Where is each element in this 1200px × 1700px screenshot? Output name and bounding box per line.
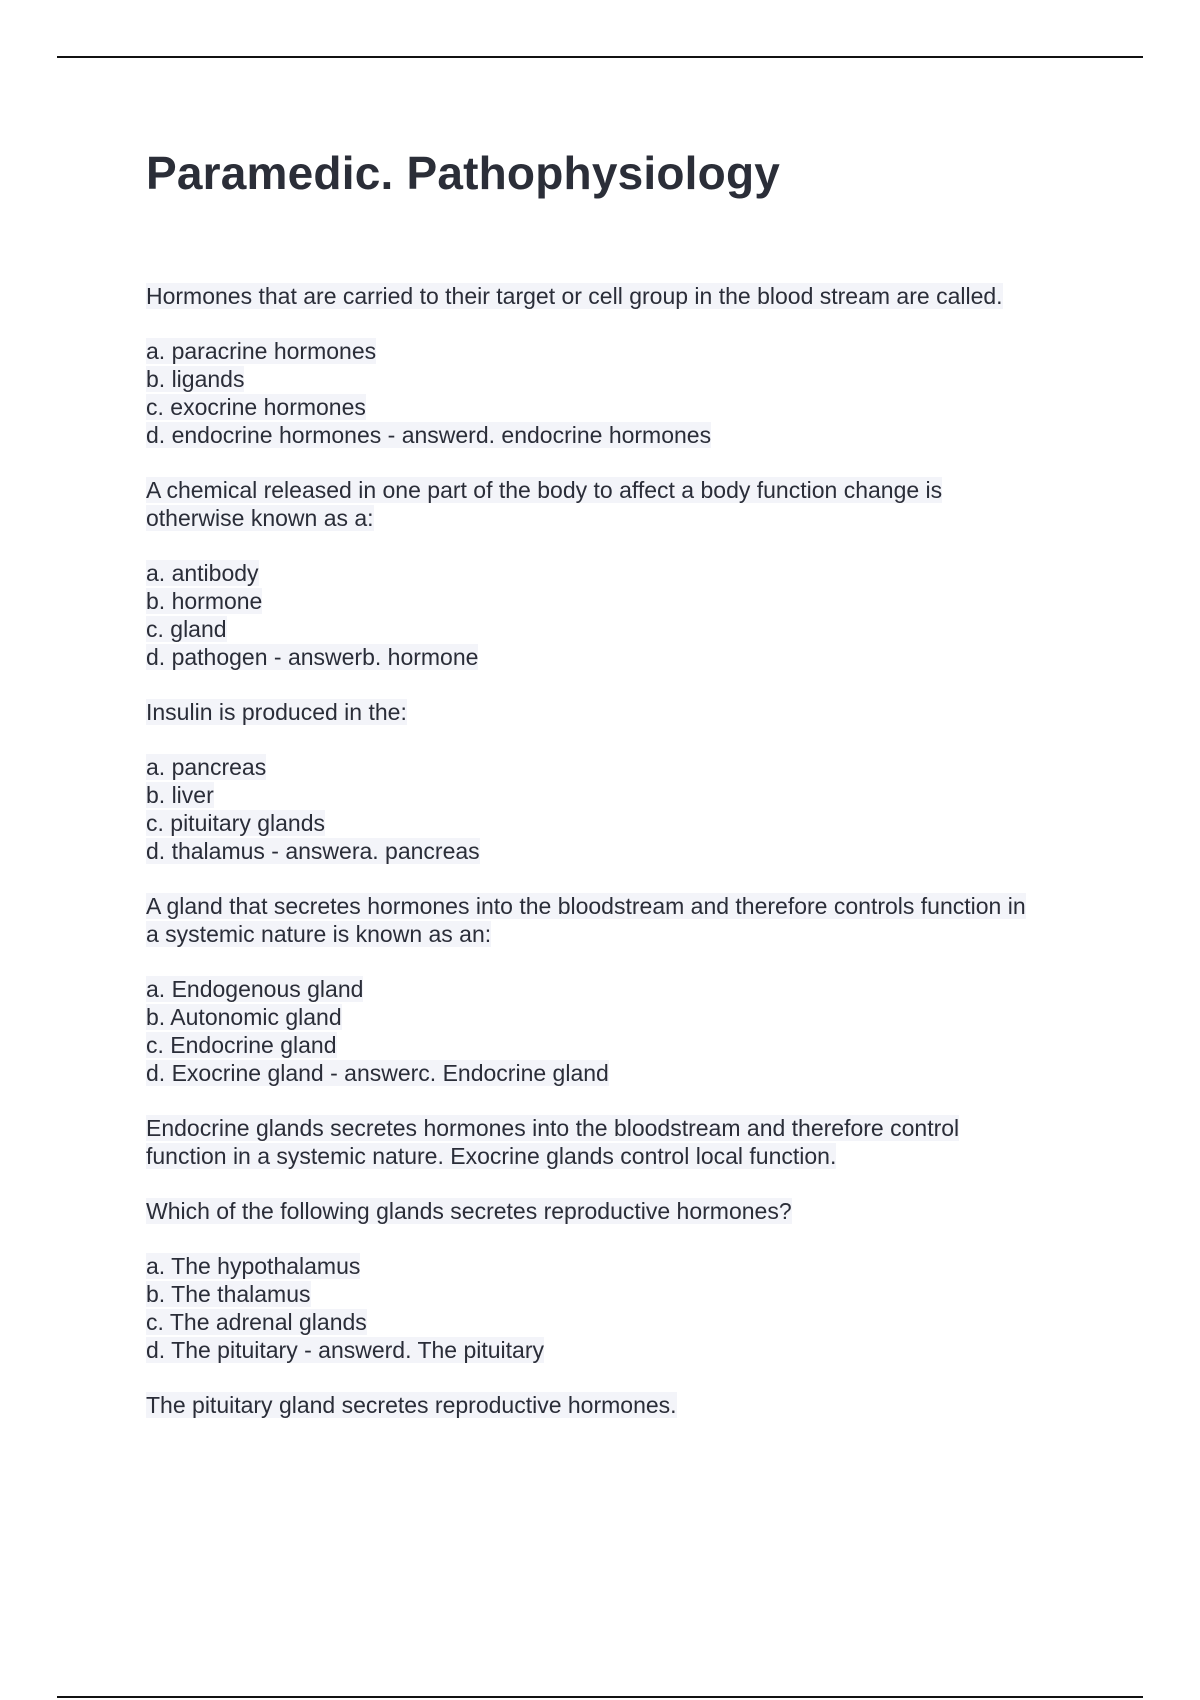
question-5-line-1: Which of the following glands secretes reproductive hormones?: [146, 1198, 792, 1224]
option-3b: b. liver: [146, 782, 214, 808]
question-4-line-1: A gland that secretes hormones into the bloodstream and therefore controls function in: [146, 893, 1026, 919]
document-title: Paramedic. Pathophysiology: [146, 147, 781, 199]
options-2: [146, 559, 1096, 671]
explanation-4: [146, 1114, 1096, 1170]
option-2d-answer: d. pathogen - answerb. hormone: [146, 644, 479, 670]
option-1b: b. ligands: [146, 366, 245, 392]
question-1-line-1: Hormones that are carried to their target or cell group in the blood stream are called.: [146, 283, 1003, 309]
option-1c: c. exocrine hormones: [146, 394, 366, 420]
explanation-5-line-1: The pituitary gland secretes reproductive hormones.: [146, 1392, 677, 1418]
option-5c: c. The adrenal glands: [146, 1309, 367, 1335]
question-3-line-1: Insulin is produced in the:: [146, 699, 407, 725]
question-2-line-2: otherwise known as a:: [146, 505, 374, 531]
option-5d-answer: d. The pituitary - answerd. The pituitary: [146, 1337, 545, 1363]
option-5a: a. The hypothalamus: [146, 1253, 361, 1279]
options-5: [146, 1252, 1096, 1364]
option-1d-answer: d. endocrine hormones - answerd. endocrine hormones: [146, 422, 712, 448]
option-4d-answer: d. Exocrine gland - answerc. Endocrine gland: [146, 1060, 609, 1086]
options-3: [146, 753, 1096, 865]
option-2c: c. gland: [146, 616, 227, 642]
bottom-divider: [57, 1696, 1143, 1698]
option-5b: b. The thalamus: [146, 1281, 311, 1307]
options-4: [146, 975, 1096, 1087]
option-2a: a. antibody: [146, 560, 259, 586]
explanation-5: [146, 1391, 1096, 1419]
question-1: [146, 282, 1096, 310]
question-2-line-1: A chemical released in one part of the body to affect a body function change is: [146, 477, 943, 503]
option-1a: a. paracrine hormones: [146, 338, 377, 364]
options-1: [146, 337, 1096, 449]
option-4a: a. Endogenous gland: [146, 976, 364, 1002]
option-3d-answer: d. thalamus - answera. pancreas: [146, 838, 480, 864]
option-3c: c. pituitary glands: [146, 810, 325, 836]
top-divider: [57, 56, 1143, 58]
question-2: [146, 476, 1096, 532]
option-2b: b. hormone: [146, 588, 263, 614]
explanation-4-line-1: Endocrine glands secretes hormones into the bloodstream and therefore control: [146, 1115, 960, 1141]
explanation-4-line-2: function in a systemic nature. Exocrine glands control local function.: [146, 1143, 837, 1169]
document-body: [146, 282, 1096, 1446]
option-4b: b. Autonomic gland: [146, 1004, 342, 1030]
question-4: [146, 892, 1096, 948]
question-4-line-2: a systemic nature is known as an:: [146, 921, 492, 947]
question-5: [146, 1197, 1096, 1225]
question-3: [146, 698, 1096, 726]
option-3a: a. pancreas: [146, 754, 267, 780]
option-4c: c. Endocrine gland: [146, 1032, 337, 1058]
